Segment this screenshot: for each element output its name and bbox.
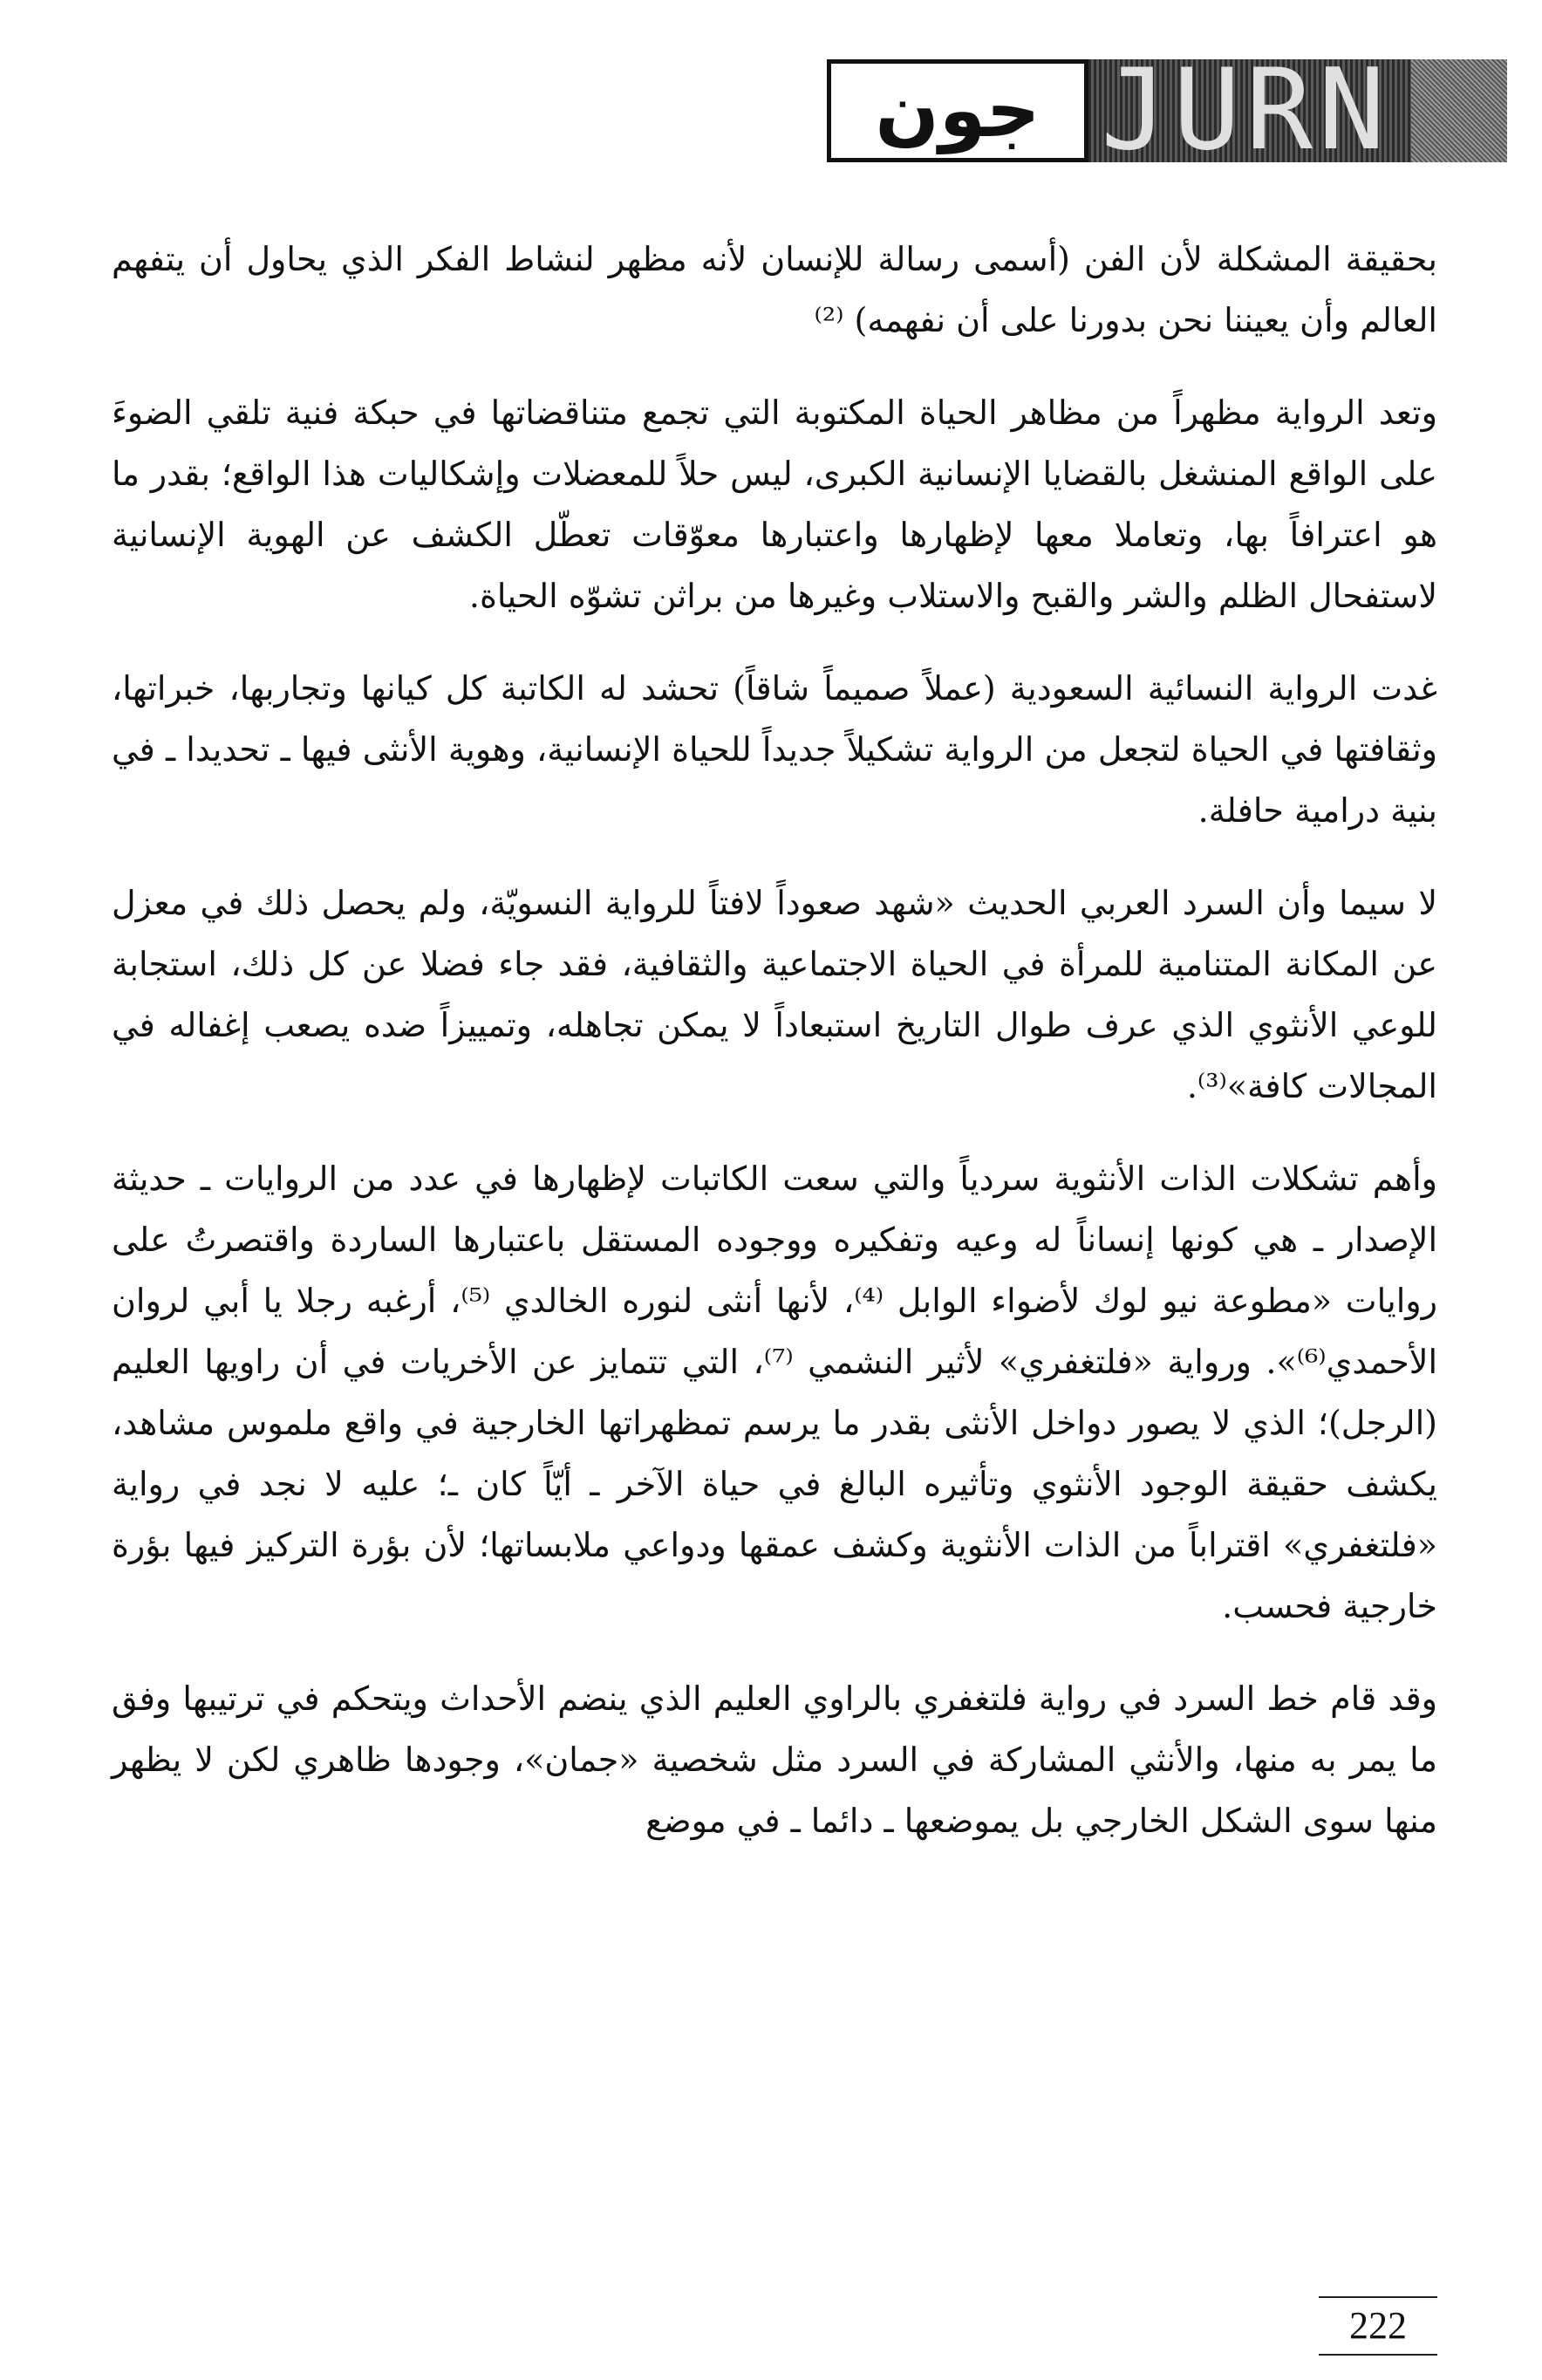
journal-masthead xyxy=(827,59,1507,162)
paragraph-2: وتعد الرواية مظهراً من مظاهر الحياة المكتوبة التي تجمع متناقضاتها في حبكة فنية تلقي الضوءَ على الواقع المنشغل بالقضايا الإنسانية الكبرى، ليس حلاً للمعضلات وإشكاليات هذا الواقع؛ بقدر ما هو اعترافاً بها، وتعاملا معها لإظهارها واعتبارها معوّقات تعطّل الكشف عن الهوية الإنسانية لاستفحال الظلم والشر والقبح والاستلاب وغيرها من براثن تشوّه الحياة. xyxy=(112,393,1437,615)
page-number: 222 xyxy=(1319,2298,1437,2356)
paragraph-1: بحقيقة المشكلة لأن الفن (أسمى رسالة للإنسان لأنه مظهر لنشاط الفكر الذي يحاول أن يتفهم العالم وأن يعيننا نحن بدورنا على أن نفهمه) ⁽²⁾ xyxy=(112,240,1437,339)
masthead-pattern xyxy=(1411,59,1507,162)
paragraph-4: لا سيما وأن السرد العربي الحديث «شهد صعوداً لافتاً للرواية النسويّة، ولم يحصل ذلك في معزل عن المكانة المتنامية للمرأة في الحياة الاجتماعية والثقافية، فقد جاء فضلا عن كل ذلك، استجابة للوعي الأنثوي الذي عرف طوال التاريخ استبعاداً لا يمكن تجاهله، وتمييزاً ضده يصعب إغفاله في المجالات كافة»⁽³⁾. xyxy=(112,884,1437,1105)
paragraph-6: وقد قام خط السرد في رواية فلتغفري بالراوي العليم الذي ينضم الأحداث ويتحكم في ترتيبها وفق ما يمر به منها، والأنثي المشاركة في السرد مثل شخصية «جمان»، وجودها ظاهري لكن لا يظهر منها سوى الشكل الخارجي بل يموضعها ـ دائما ـ في موضع xyxy=(112,1679,1437,1840)
paragraph-5: وأهم تشكلات الذات الأنثوية سردياً والتي سعت الكاتبات لإظهارها في عدد من الروايات ـ حديثة الإصدار ـ هي كونها إنساناً له وعيه وتفكيره ووجوده المستقل باعتبارها الساردة واقتصرتُ على روايات «مطوعة نيو لوك لأضواء الوابل ⁽⁴⁾، لأنها أنثى لنوره الخالدي ⁽⁵⁾، أرغبه رجلا يا أبي لروان الأحمدي⁽⁶⁾». ورواية «فلتغفري» لأثير النشمي ⁽⁷⁾، التي تتمايز عن الأخريات في أن راويها العليم (الرجل)؛ الذي لا يصور دواخل الأنثى بقدر ما يرسم تمظهراتها الخارجية في واقع ملموس مشاهد، يكشف حقيقة الوجود الأنثوي وتأثيره البالغ في حياة الآخر ـ أيّاً كان ـ؛ عليه لا نجد في رواية «فلتغفري» اقتراباً من الذات الأنثوية وكشف عمقها ودواعي ملابساتها؛ لأن بؤرة التركيز فيها بؤرة خارجية فحسب. xyxy=(112,1159,1438,1625)
masthead-arabic-logo: جون xyxy=(827,59,1088,162)
article-body xyxy=(112,229,1437,1851)
paragraph-3: غدت الرواية النسائية السعودية (عملاً صميماً شاقاً) تحشد له الكاتبة كل كيانها وتجاربها، خبراتها، وثقافتها في الحياة لتجعل من الرواية تشكيلاً جديداً للحياة الإنسانية، وهوية الأنثى فيها ـ تحديدا ـ في بنية درامية حافلة. xyxy=(112,669,1437,830)
masthead-latin-logo: JURN xyxy=(1088,59,1411,162)
